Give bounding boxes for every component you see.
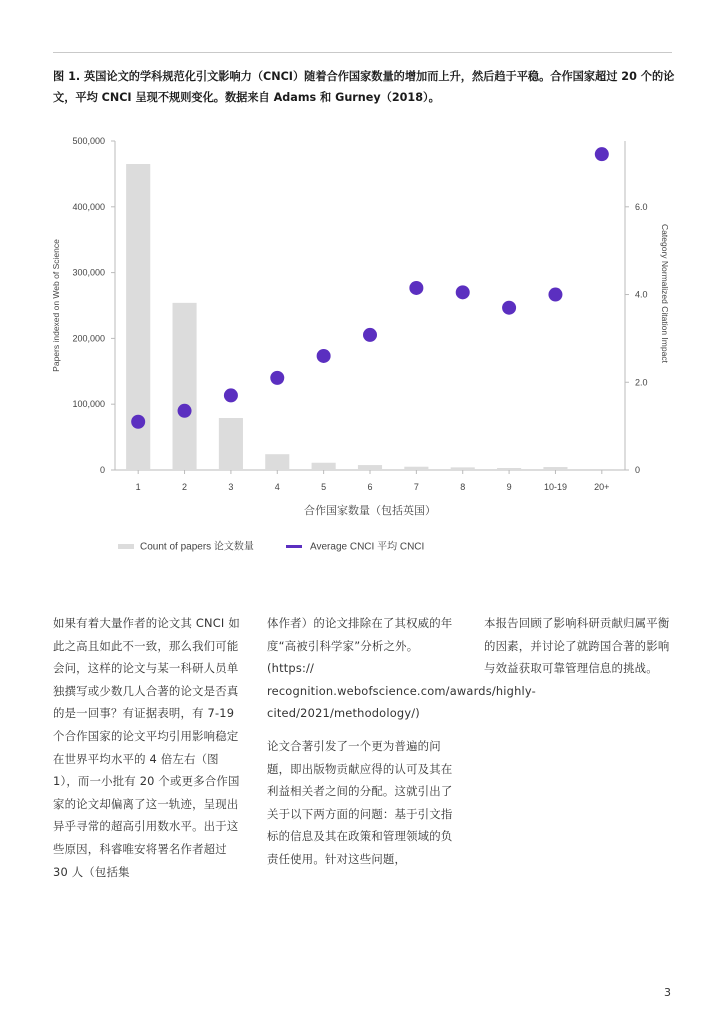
bar-count-6 xyxy=(358,465,382,470)
cnci-point-7 xyxy=(409,281,423,295)
bar-count-9 xyxy=(497,468,521,470)
left-tick-label: 200,000 xyxy=(72,333,105,344)
legend-swatch-count xyxy=(118,544,134,549)
cnci-point-20+ xyxy=(595,147,609,161)
bar-count-20+ xyxy=(590,469,614,470)
x-axis-title: 合作国家数量（包括英国） xyxy=(304,505,436,517)
right-tick-label: 4.0 xyxy=(635,289,648,300)
figure-label: 图 1. xyxy=(53,70,81,83)
x-tick-label: 6 xyxy=(367,482,373,492)
cnci-point-3 xyxy=(224,388,238,402)
legend-label-cnci: Average CNCI 平均 CNCI xyxy=(310,541,425,553)
x-tick-label: 1 xyxy=(135,482,141,492)
left-tick-label: 100,000 xyxy=(72,399,105,410)
cnci-bar-chart xyxy=(40,128,680,568)
cnci-point-10-19 xyxy=(548,288,562,302)
right-tick-label: 0 xyxy=(635,465,641,475)
right-axis-title: Category Normalized Citation Impact xyxy=(660,224,670,363)
legend-label-count: Count of papers 论文数量 xyxy=(140,541,254,553)
x-tick-label: 10-19 xyxy=(543,482,567,492)
right-tick-label: 6.0 xyxy=(635,201,648,212)
right-tick-label: 2.0 xyxy=(635,377,648,388)
left-axis-title: Papers indexed on Web of Science xyxy=(51,239,61,372)
x-tick-label: 9 xyxy=(506,482,512,492)
bar-count-5 xyxy=(312,463,336,470)
paragraph: 如果有着大量作者的论文其 CNCI 如此之高且如此不一致，那么我们可能会问，这样的论文与某一科研人员单独撰写或少数几人合著的论文是否真的是一回事？有证据表明，有 7-19 个合作国家的论文平均引用影响稳定在世界平均水平的 4 倍左右（图 1），而一小批有 20 个或更多合作国家的论文却偏离了这一轨迹，呈现出异乎寻常的超高引用数水平。出于这些原因，科睿唯安将署名作者超过 30 人（包括集 xyxy=(53,616,240,879)
cnci-point-2 xyxy=(178,404,192,418)
cnci-point-4 xyxy=(270,371,284,385)
page-number: 3 xyxy=(664,986,671,999)
legend-swatch-cnci xyxy=(286,545,302,548)
paragraph: 本报告回顾了影响科研贡献归属平衡的因素，并讨论了就跨国合著的影响与效益获取可靠管理信息的挑战。 xyxy=(484,616,670,676)
left-tick-label: 500,000 xyxy=(72,136,105,146)
text-column-2 xyxy=(267,612,536,881)
paragraph: 论文合著引发了一个更为普遍的问题，即出版物贡献应得的认可及其在利益相关者之间的分配。这就引出了关于以下两方面的问题：基于引文指标的信息及其在政策和管理领域的负责任使用。针对这些问题， xyxy=(267,738,453,866)
top-rule xyxy=(53,52,672,53)
paragraph: 体作者）的论文排除在了其权威的年度“高被引科学家”分析之外。(https:// recognition.webofscience.com/awards/highly-cited/2021/methodology/) xyxy=(267,616,536,721)
cnci-point-9 xyxy=(502,301,516,315)
x-tick-label: 8 xyxy=(460,482,466,492)
x-tick-label: 20+ xyxy=(594,482,610,492)
bar-count-3 xyxy=(219,418,243,470)
cnci-point-5 xyxy=(317,349,331,363)
bar-count-10-19 xyxy=(543,467,567,470)
x-tick-label: 5 xyxy=(321,482,327,492)
caption-text: 英国论文的学科规范化引文影响力（CNCI）随着合作国家数量的增加而上升，然后趋于平稳。合作国家超过 20 个的论文，平均 CNCI 呈现不规则变化。数据来自 Adams 和 Gurney（2018）。 xyxy=(53,70,675,104)
left-tick-label: 0 xyxy=(99,465,105,475)
bar-count-7 xyxy=(404,467,428,470)
left-tick-label: 300,000 xyxy=(72,267,105,278)
left-tick-label: 400,000 xyxy=(72,201,105,212)
bar-count-2 xyxy=(172,303,196,470)
x-tick-label: 2 xyxy=(182,482,188,492)
text-column-1 xyxy=(53,612,241,893)
bar-count-8 xyxy=(451,467,475,470)
cnci-point-1 xyxy=(131,415,145,429)
cnci-point-6 xyxy=(363,328,377,342)
text-column-3 xyxy=(484,612,674,690)
bar-count-4 xyxy=(265,454,289,470)
x-tick-label: 7 xyxy=(413,482,419,492)
figure-caption xyxy=(53,66,678,108)
cnci-point-8 xyxy=(456,285,470,299)
x-tick-label: 3 xyxy=(228,482,234,492)
x-tick-label: 4 xyxy=(274,482,280,492)
